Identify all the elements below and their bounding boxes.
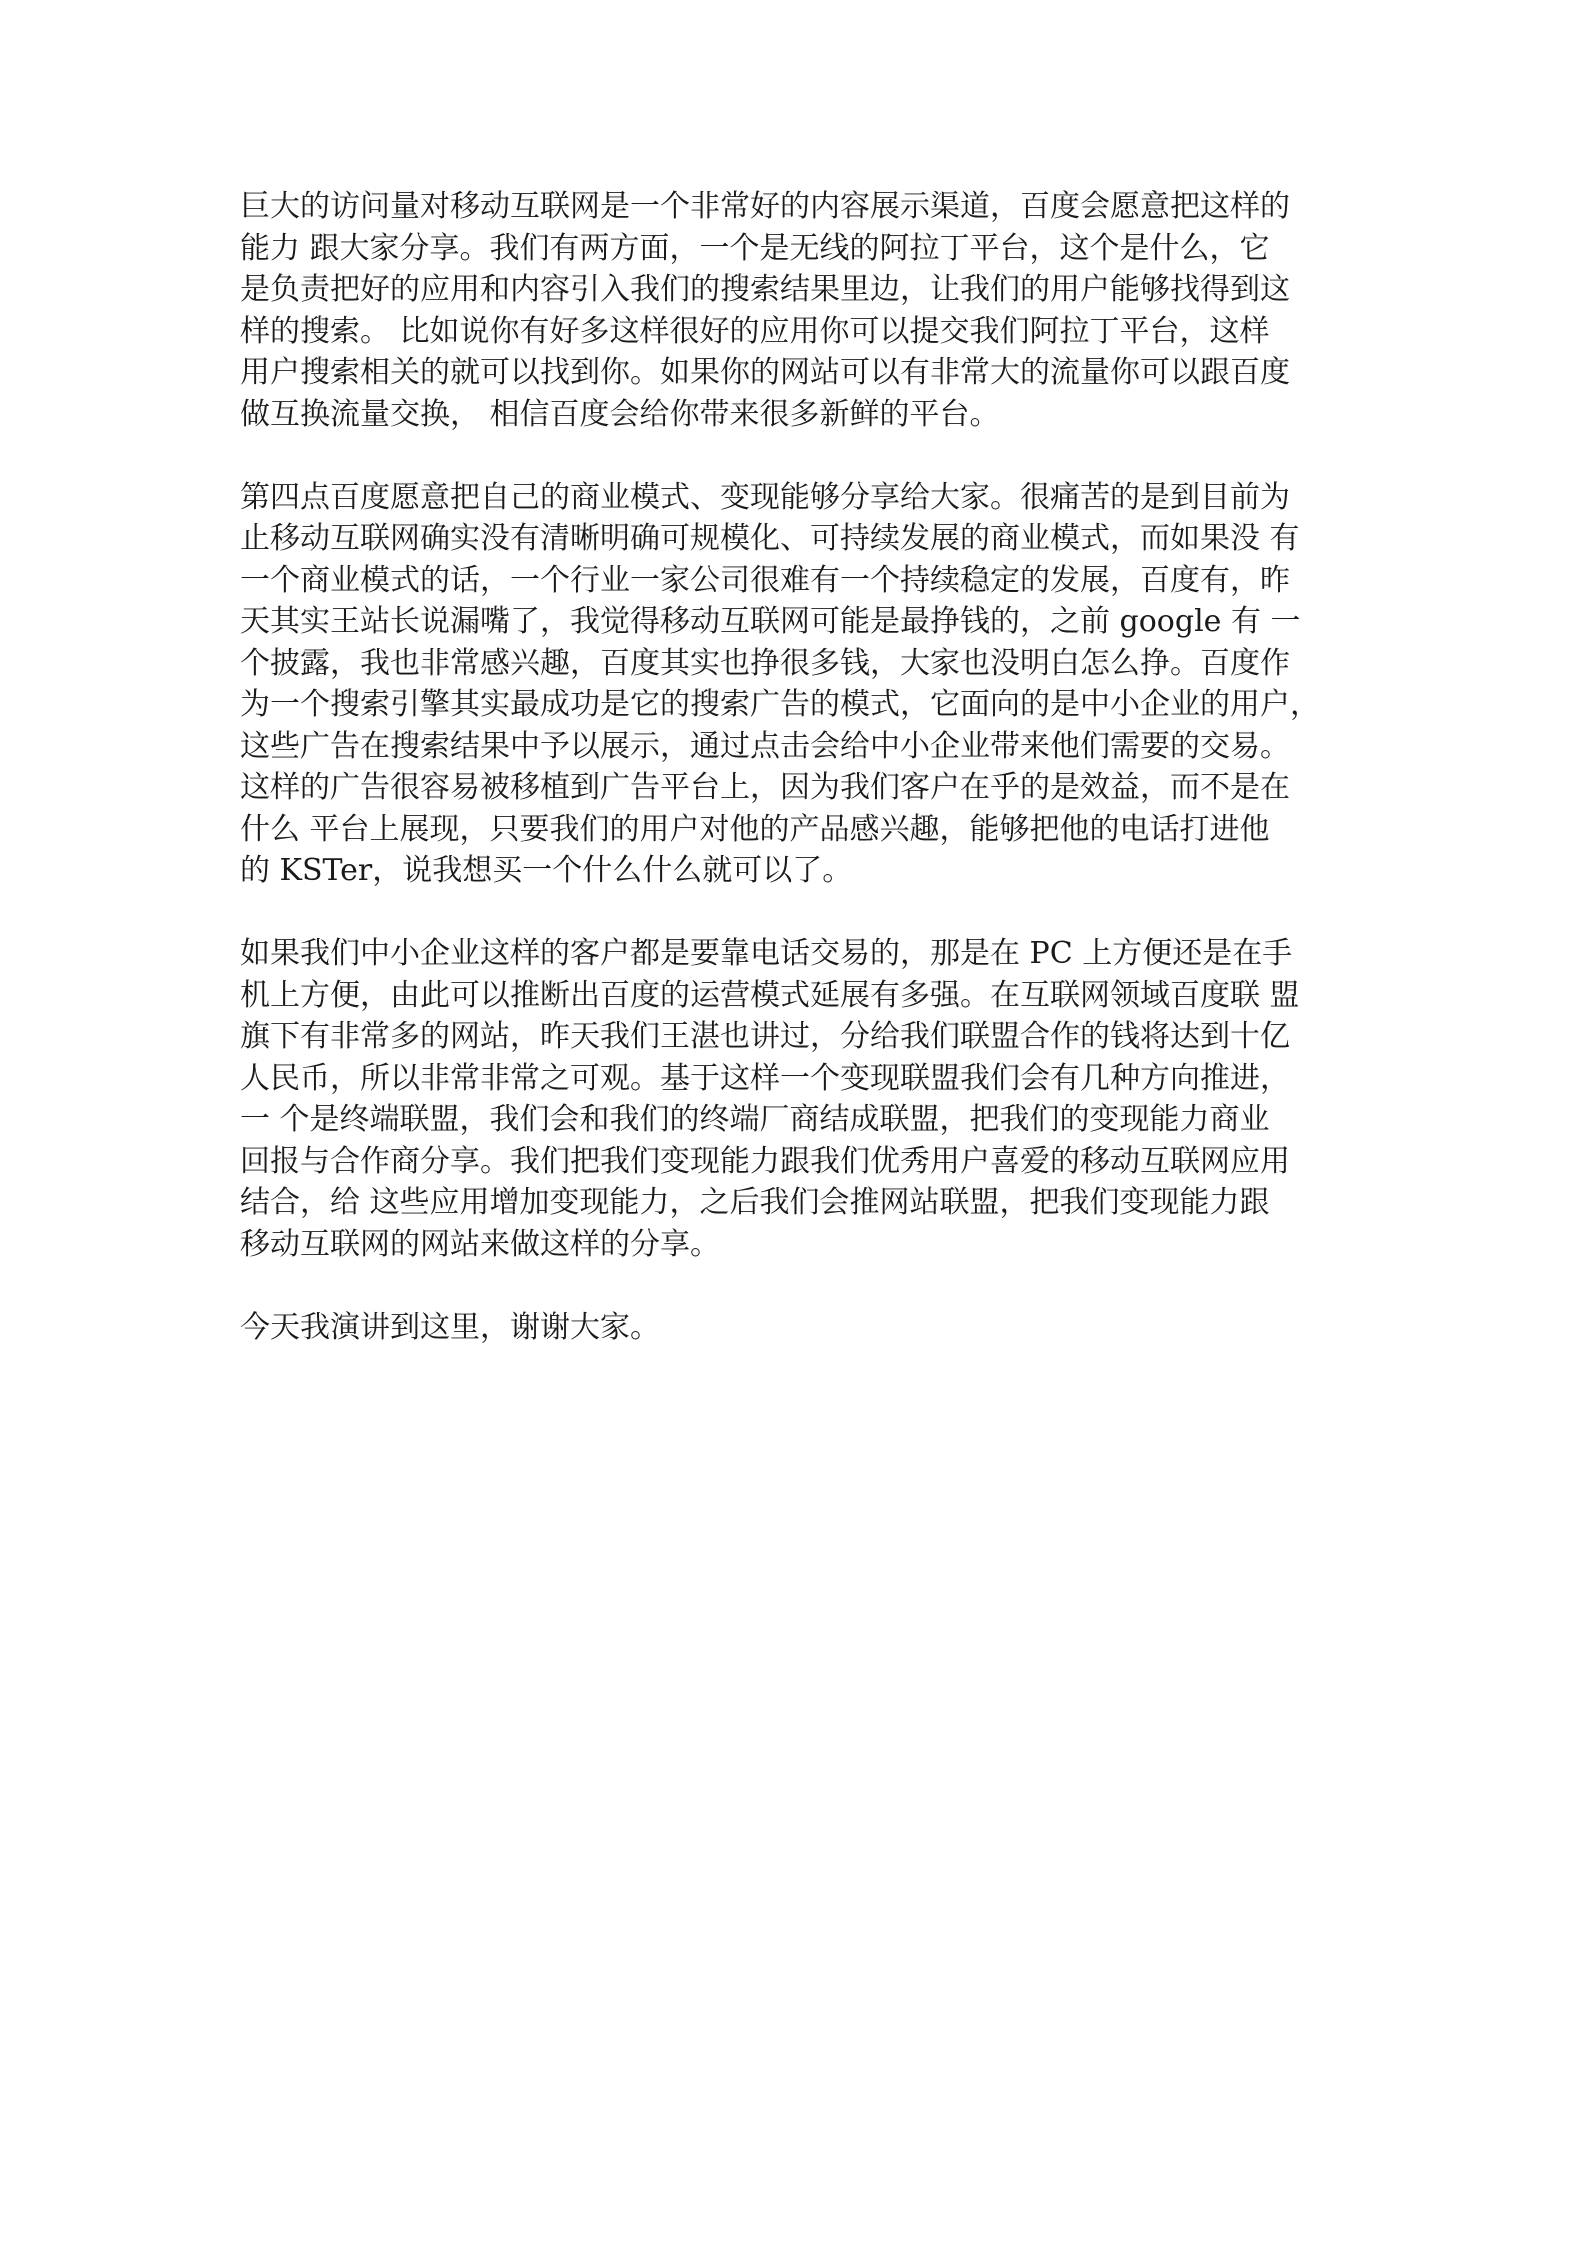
text-line: 机上方便，由此可以推断出百度的运营模式延展有多强。在互联网领域百度联 盟 bbox=[240, 977, 1300, 1013]
text-line: 如果我们中小企业这样的客户都是要靠电话交易的，那是在 PC 上方便还是在手 bbox=[240, 936, 1293, 971]
text-line: 巨大的访问量对移动互联网是一个非常好的内容展示渠道，百度会愿意把这样的 bbox=[240, 189, 1290, 224]
text-line: 为一个搜索引擎其实最成功是它的搜索广告的模式，它面向的是中小企业的用户， bbox=[240, 687, 1320, 722]
text-line: 第四点百度愿意把自己的商业模式、变现能够分享给大家。很痛苦的是到目前为 bbox=[240, 479, 1290, 515]
text-line: 个披露，我也非常感兴趣，百度其实也挣很多钱，大家也没明白怎么挣。百度作 bbox=[240, 645, 1290, 681]
text-line: 止移动互联网确实没有清晰明确可规模化、可持续发展的商业模式，而如果没 有 bbox=[240, 521, 1300, 556]
text-line: 人民币，所以非常非常之可观。基于这样一个变现联盟我们会有几种方向推进， bbox=[240, 1060, 1290, 1096]
text-line: 一 个是终端联盟，我们会和我们的终端厂商结成联盟，把我们的变现能力商业 bbox=[240, 1102, 1270, 1137]
text-line: 是负责把好的应用和内容引入我们的搜索结果里边，让我们的用户能够找得到这 bbox=[240, 272, 1290, 307]
text-line: 能力 跟大家分享。我们有两方面，一个是无线的阿拉丁平台，这个是什么，它 bbox=[240, 230, 1270, 266]
paragraph-4 bbox=[240, 1307, 1360, 1349]
paragraph-3 bbox=[240, 933, 1360, 1265]
text-line: 的 KSTer，说我想买一个什么什么就可以了。 bbox=[240, 853, 853, 888]
text-line: 旗下有非常多的网站，昨天我们王湛也讲过，分给我们联盟合作的钱将达到十亿 bbox=[240, 1019, 1290, 1054]
document-body bbox=[240, 186, 1360, 1390]
text-line: 什么 平台上展现，只要我们的用户对他的产品感兴趣，能够把他的电话打进他 bbox=[240, 811, 1270, 847]
text-line: 移动互联网的网站来做这样的分享。 bbox=[240, 1226, 720, 1262]
text-line: 用户搜索相关的就可以找到你。如果你的网站可以有非常大的流量你可以跟百度 bbox=[240, 355, 1290, 390]
text-line: 样的搜索。 比如说你有好多这样很好的应用你可以提交我们阿拉丁平台，这样 bbox=[240, 313, 1270, 349]
text-line: 这样的广告很容易被移植到广告平台上，因为我们客户在乎的是效益，而不是在 bbox=[240, 770, 1290, 805]
text-line: 这些广告在搜索结果中予以展示，通过点击会给中小企业带来他们需要的交易。 bbox=[240, 728, 1290, 764]
text-line: 一个商业模式的话，一个行业一家公司很难有一个持续稳定的发展，百度有，昨 bbox=[240, 562, 1290, 598]
text-line: 做互换流量交换， 相信百度会给你带来很多新鲜的平台。 bbox=[240, 396, 1000, 432]
paragraph-2 bbox=[240, 477, 1360, 892]
text-line: 回报与合作商分享。我们把我们变现能力跟我们优秀用户喜爱的移动互联网应用 bbox=[240, 1143, 1290, 1179]
text-line: 今天我演讲到这里，谢谢大家。 bbox=[240, 1309, 660, 1345]
text-line: 天其实王站长说漏嘴了，我觉得移动互联网可能是最挣钱的，之前 google 有 一 bbox=[240, 604, 1301, 639]
text-line: 结合，给 这些应用增加变现能力，之后我们会推网站联盟，把我们变现能力跟 bbox=[240, 1185, 1270, 1220]
paragraph-1 bbox=[240, 186, 1360, 435]
